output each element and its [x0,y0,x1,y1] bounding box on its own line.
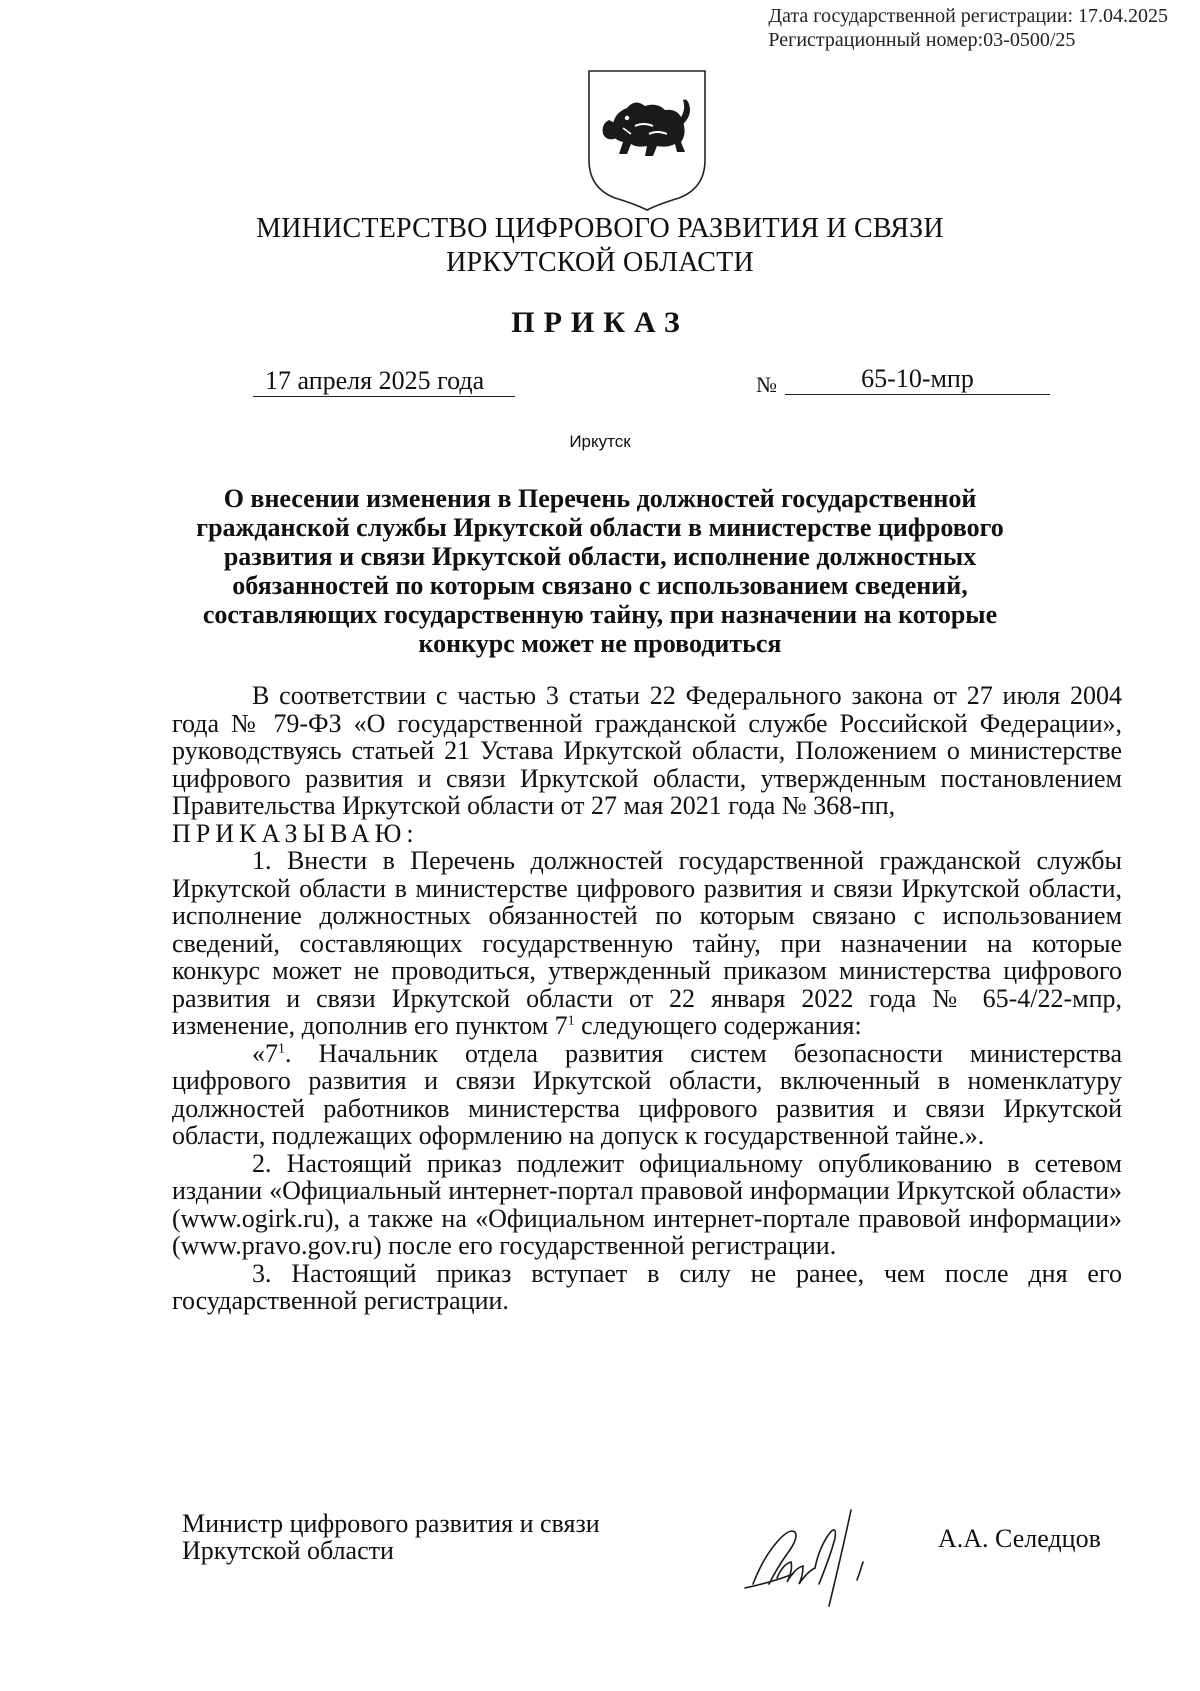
document-title: О внесении изменения в Перечень должностей государственной гражданской службы Иркутской области в министерстве цифрового развития и связи Иркутской области, исполнение должностных обязанностей по которым связано с использованием сведений, составляющих государственную тайну, при назначении на которые конкурс может не проводиться [196,484,1004,658]
handwritten-signature-icon [733,1488,898,1613]
number-sign: № [756,372,777,397]
item-1-superscript: 1 [567,1013,575,1029]
registration-number: Регистрационный номер:03-0500/25 [768,29,1076,51]
registration-date: Дата государственной регистрации: 17.04.2025 [768,5,1168,27]
signatory-position [182,1510,600,1564]
ministry-line-1: МИНИСТЕРСТВО ЦИФРОВОГО РАЗВИТИЯ И СВЯЗИ [256,213,944,244]
order-word: ПРИКАЗЫВАЮ: [172,818,419,848]
signatory-position-line-1: Министр цифрового развития и связи [182,1509,600,1538]
item-2-paragraph: 2. Настоящий приказ подлежит официальному опубликованию в сетевом издании «Официальный интернет-портал правовой информации Иркутской области» (www.ogirk.ru), а также на «Официальном интернет-портале правовой информации» (www.pravo.gov.ru) после его государственной регистрации. [172,1148,1122,1260]
item-1-paragraph [172,847,1122,1040]
item-3-paragraph: 3. Настоящий приказ вступает в силу не ранее, чем после дня его государственной регистрации. [172,1258,1122,1315]
quoted-item-superscript: 1 [278,1040,285,1056]
document-date: 17 апреля 2025 года [253,366,515,397]
signatory-position-line-2: Иркутской области [182,1536,394,1565]
document-number: 65-10-мпр [785,364,1050,395]
document-city: Иркутск [569,432,631,451]
item-1-text: 1. Внести в Перечень должностей государственной гражданской службы Иркутской области в министерстве цифрового развития и связи Иркутской области, исполнение должностных обязанностей по которым связано с использованием сведений, составляющих государственную тайну, при назначении на которые конкурс может не проводиться, утвержденный приказом министерства цифрового развития и связи Иркутской области от 22 января 2022 года № 65-4/22-мпр, изменение, дополнив его пунктом 7 [172,846,1122,1040]
registration-stamp [768,4,1168,52]
quoted-item-text: . Начальник отдела развития систем безопасности министерства цифрового развития и связи Иркутской области, включенный в номенклатуру должностей работников министерства цифрового развития и связи Иркутской области, подлежащих оформлению на допуск к государственной тайне.». [172,1038,1122,1150]
quoted-item-number: «7 [252,1038,278,1068]
document-body [172,682,1122,1315]
document-type: ПРИКАЗ [511,306,689,339]
quoted-item-paragraph [172,1040,1122,1150]
preamble-paragraph: В соответствии с частью 3 статьи 22 Федерального закона от 27 июля 2004 года № 79-ФЗ «О государственной гражданской службе Российской Федерации», руководствуясь статьей 21 Устава Иркутской области, Положением о министерстве цифрового развития и связи Иркутской области, утвержденным постановлением Правительства Иркутской области от 27 мая 2021 года № 368-пп, [172,681,1122,820]
coat-of-arms-icon [583,68,711,212]
ministry-name [0,212,1200,280]
signatory-name: А.А. Селедцов [938,1524,1101,1553]
ministry-line-2: ИРКУТСКОЙ ОБЛАСТИ [446,247,754,278]
item-1-text-end: следующего содержания: [574,1011,862,1040]
